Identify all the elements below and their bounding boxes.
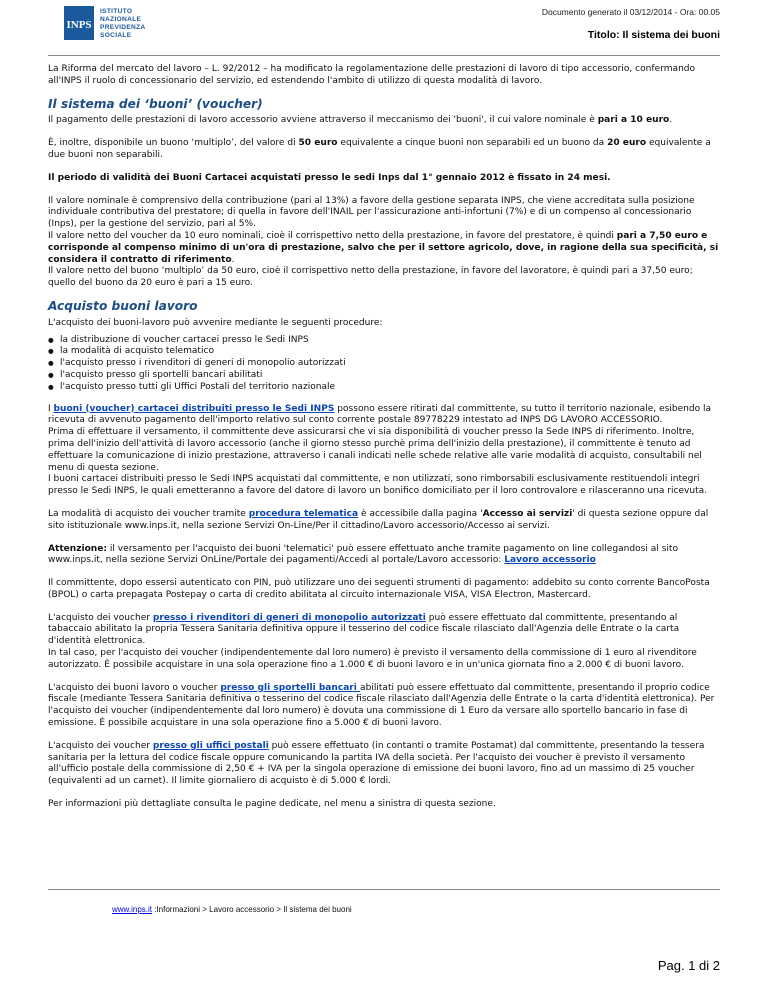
section-heading-voucher: Il sistema dei ‘buoni’ (voucher) — [48, 96, 263, 111]
logo-mark: INPS — [66, 19, 92, 31]
paragraph: L'acquisto dei buoni lavoro o voucher presso gli sportelli bancari abilitati può essere effettuato dal committente, presentando il proprio codice fiscale (mediante Tessera Sanitaria definitiva o tesserino del codice fiscale rilasciato dall'Agenzia delle Entrate o la carta d'identità elettronica). Per l'acquisto dei voucher (indipendentemente dal loro numero) è dovuta una commissione di 1 Euro da versare allo sportello bancario in fase di emissione. È possibile acquistare in una sola operazione fino a 5.000 € di buoni lavoro. — [48, 682, 715, 729]
footer-breadcrumb — [112, 905, 352, 914]
link-procedura-telematica[interactable]: procedura telematica — [248, 508, 359, 519]
document-title: Titolo: Il sistema dei buoni — [587, 29, 720, 41]
intro-paragraph: La Riforma del mercato del lavoro – L. 92/2012 – ha modificato la regolamentazione delle prestazioni di lavoro di tipo accessorio, confermando all'INPS il ruolo di concessionario del servizio, ed estendendo l'ambito di utilizzo di questa modalità di lavoro. — [48, 64, 696, 86]
page-header — [0, 0, 768, 62]
paragraph: L'acquisto dei voucher presso gli uffici postali può essere effettuato (in contanti o tramite Postamat) dal committente, presentando la tessera sanitaria per la lettura del codice fiscale oppure comunicando la partita IVA della società. Per l'acquisto dei voucher è previsto il versamento all'ufficio postale della commissione di 2,50 € + IVA per la singola operazione di emissione dei buoni lavoro, fino ad un massimo di 25 voucher (equivalenti ad un carnet). Il limite giornaliero di acquisto è di 5.000 € lordi. — [48, 740, 705, 787]
paragraph: Per informazioni più dettagliate consulta le pagine dedicate, nel menu a sinistra di questa sezione. — [48, 799, 496, 810]
list-item: ● la modalità di acquisto telematico — [48, 346, 720, 358]
procedure-list — [48, 335, 720, 394]
logo-text: ISTITUTO NAZIONALE PREVIDENZA SOCIALE — [100, 8, 146, 39]
link-lavoro-accessorio[interactable]: Lavoro accessorio — [504, 555, 596, 566]
list-item: ● la distribuzione di voucher cartacei presso le Sedi INPS — [48, 335, 720, 347]
header-divider — [48, 55, 720, 56]
list-item: ● l'acquisto presso tutti gli Uffici Postali del territorio nazionale — [48, 382, 720, 394]
paragraph: Il committente, dopo essersi autenticato con PIN, può utilizzare uno dei seguenti strumenti di pagamento: addebito su conto corrente BancoPosta (BPOL) o carta prepagata Postepay o carta di credito abilitata al circuito internazionale VISA, VISA Electron, Mastercard. — [48, 578, 710, 600]
footer-path: :Informazioni > Lavoro accessorio > Il sistema dei buoni — [152, 905, 352, 914]
inps-logo-icon — [64, 6, 94, 40]
paragraph: È, inoltre, disponibile un buono ‘multiplo’, del valore di 50 euro equivalente a cinque buoni non separabili ed un buono da 20 euro equivalente a due buoni non separabili. — [48, 138, 711, 160]
paragraph: L'acquisto dei voucher presso i rivenditori di generi di monopolio autorizzati può essere effettuato dal committente, presentando al tabaccaio abilitato la propria Tessera Sanitaria definitiva oppure il tesserino del codice fiscale rilasciato dall'Agenzia delle Entrate o la carta d'identità elettronica. In tal caso, per l'acquisto dei voucher (indipendentemente dal loro numero) è previsto il versamento della commissione di 1 euro al rivenditore autorizzato. È possibile acquistare in una sola operazione fino a 1.000 € di buoni lavoro e in un'unica giornata fino a 2.000 € di buoni lavoro. — [48, 612, 697, 670]
paragraph: L'acquisto dei buoni-lavoro può avvenire mediante le seguenti procedure: — [48, 317, 383, 328]
list-item: ● l'acquisto presso i rivenditori di generi di monopolio autorizzati — [48, 358, 720, 370]
link-uffici-postali[interactable]: presso gli uffici postali — [152, 740, 269, 751]
link-sportelli-bancari[interactable]: presso gli sportelli bancari — [220, 682, 361, 693]
link-rivenditori[interactable]: presso i rivenditori di generi di monopolio autorizzati — [152, 612, 426, 623]
paragraph: I buoni (voucher) cartacei distribuiti presso le Sedi INPS possono essere ritirati dal committente, su tutto il territorio nazionale, esibendo la ricevuta di avvenuto pagamento dell'importo relativo sul conto corrente postale 89778229 intestato ad INPS DG LAVORO ACCESSORIO. Prima di effettuare il versamento, il committente deve assicurarsi che vi sia disponibilità di voucher presso la Sede INPS di riferimento. Inoltre, prima dell'inizio dell'attività di lavoro accessorio (anche il giorno stesso purchè prima dell'inizio della prestazione), il committente è tenuto ad effettuare la comunicazione di inizio prestazione, attraverso i canali indicati nelle schede relative alle varie modalità di acquisto, consultabili nel menu di questa sezione. I buoni cartacei distribuiti presso le Sedi INPS acquistati dal committente, e non utilizzati, sono rimborsabili esclusivamente restituendoli integri presso le Sedi INPS, le quali emetteranno a favore del datore di lavoro un bonifico domiciliato per il loro controvalore e rilasceranno una ricevuta. — [48, 403, 712, 497]
section-heading-acquisto: Acquisto buoni lavoro — [48, 298, 198, 313]
generated-timestamp: Documento generato il 03/12/2014 - Ora: 00.05 — [541, 7, 720, 17]
footer-site-link[interactable]: www.inps.it — [112, 905, 153, 914]
paragraph: Il pagamento delle prestazioni di lavoro accessorio avviene attraverso il meccanismo dei 'buoni', il cui valore nominale è pari a 10 euro. — [48, 115, 673, 126]
validity-note: Il periodo di validità dei Buoni Cartacei acquistati presso le sedi Inps dal 1° gennaio 2012 è fissato in 24 mesi. — [48, 172, 611, 183]
link-buoni-cartacei[interactable]: buoni (voucher) cartacei distribuiti presso le Sedi INPS — [53, 403, 335, 414]
list-item: ● l'acquisto presso gli sportelli bancari abilitati — [48, 370, 720, 382]
paragraph: Il valore nominale è comprensivo della contribuzione (pari al 13%) a favore della gestione separata INPS, che viene accreditata sulla posizione individuale contributiva del prestatore; di quella in favore dell'INAIL per l'assicurazione anti-infortuni (7%) e di un compenso al concessionario (Inps), per la gestione del servizio, pari al 5%. Il valore netto del voucher da 10 euro nominali, cioè il corrispettivo netto della prestazione, in favore del prestatore, è quindi pari a 7,50 euro e corrisponde al compenso minimo di un'ora di prestazione, salvo che per il settore agricolo, dove, in ragione della sua specificità, si considera il contratto di riferimento. Il valore netto del buono ‘multiplo’ da 50 euro, cioè il corrispettivo netto della prestazione, in favore del lavoratore, è quindi pari a 37,50 euro; quello del buono da 20 euro è pari a 15 euro. — [48, 195, 719, 289]
paragraph: Attenzione: il versamento per l'acquisto dei buoni 'telematici' può essere effettuato anche tramite pagamento on line collegandosi al sito www.inps.it, nella sezione Servizi OnLine/Portale dei pagamenti/Accedi al portale/Lavoro accessorio: Lavoro accessorio — [48, 543, 679, 566]
page-number: Pag. 1 di 2 — [657, 958, 720, 973]
main-content — [48, 64, 720, 822]
paragraph: La modalità di acquisto dei voucher tramite procedura telematica è accessibile dalla pagina 'Accesso ai servizi' di questa sezione oppure dal sito istituzionale www.inps.it, nella sezione Servizi On-Line/Per il cittadino/Lavoro accessorio/Accesso ai servizi. — [48, 508, 709, 531]
footer-divider — [48, 889, 720, 890]
